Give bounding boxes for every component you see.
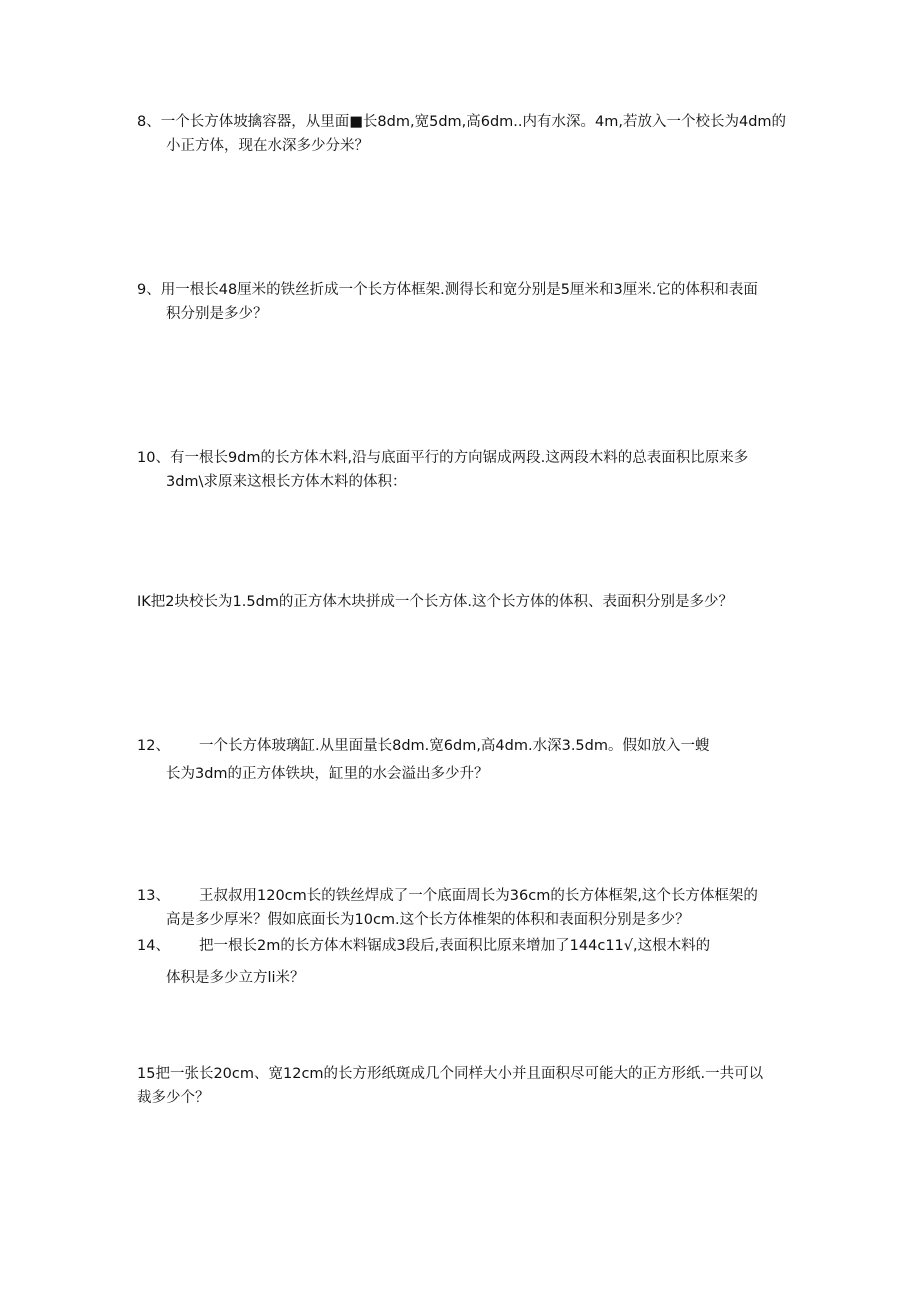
- problem-14-line-2: 体积是多少立方li米？: [166, 970, 305, 986]
- problem-13-line-1: 王叔叔用120cm长的铁丝焊成了一个底面周长为36cm的长方体框架,这个长方体框架的: [199, 888, 758, 904]
- problem-12-number: 12、: [137, 738, 170, 754]
- problem-9-line-2: 积分别是多少？: [166, 306, 268, 322]
- problem-9-line-1: 9、用一根长48厘米的铁丝折成一个长方体框架.测得长和宽分别是5厘米和3厘米.它的体积和表面: [137, 282, 758, 298]
- problem-12-line-1: 一个长方体玻璃缸.从里面量长8dm.宽6dm,高4dm.水深3.5dm。假如放入一螋: [199, 738, 710, 754]
- problem-14-number: 14、: [137, 938, 170, 954]
- problem-15-line-1: 15把一张长20cm、宽12cm的长方形纸斑成几个同样大小并且面积尽可能大的正方形纸.一共可以: [137, 1066, 764, 1082]
- problem-12-line-2: 长为3dm的正方体铁块，缸里的水会溢出多少升？: [166, 766, 489, 782]
- problem-8-line-2: 小正方体，现在水深多少分米？: [166, 138, 369, 154]
- problem-13-line-2: 高是多少厚米？假如底面长为10cm.这个长方体椎架的体积和表面积分别是多少？: [166, 912, 690, 928]
- problem-14-line-1: 把一根长2m的长方体木料锯成3段后,表面积比原来增加了144c11√,这根木料的: [199, 938, 711, 954]
- problem-13-number: 13、: [137, 888, 170, 904]
- problem-11-line-1: IK把2块校长为1.5dm的正方体木块拼成一个长方体.这个长方体的体积、表面积分别是多少？: [137, 594, 734, 610]
- problem-8-line-1: 8、一个长方体坡擒容器，从里面■长8dm,宽5dm,高6dm..内有水深。4m,若放入一个校长为4dm的: [137, 114, 787, 130]
- problem-10-line-2: 3dm\求原来这根长方体木料的体积：: [166, 474, 407, 490]
- problem-15-line-2: 裁多少个？: [137, 1090, 210, 1106]
- problem-10-line-1: 10、有一根长9dm的长方体木料,沿与底面平行的方向锯成两段.这两段木料的总表面积比原来多: [137, 450, 749, 466]
